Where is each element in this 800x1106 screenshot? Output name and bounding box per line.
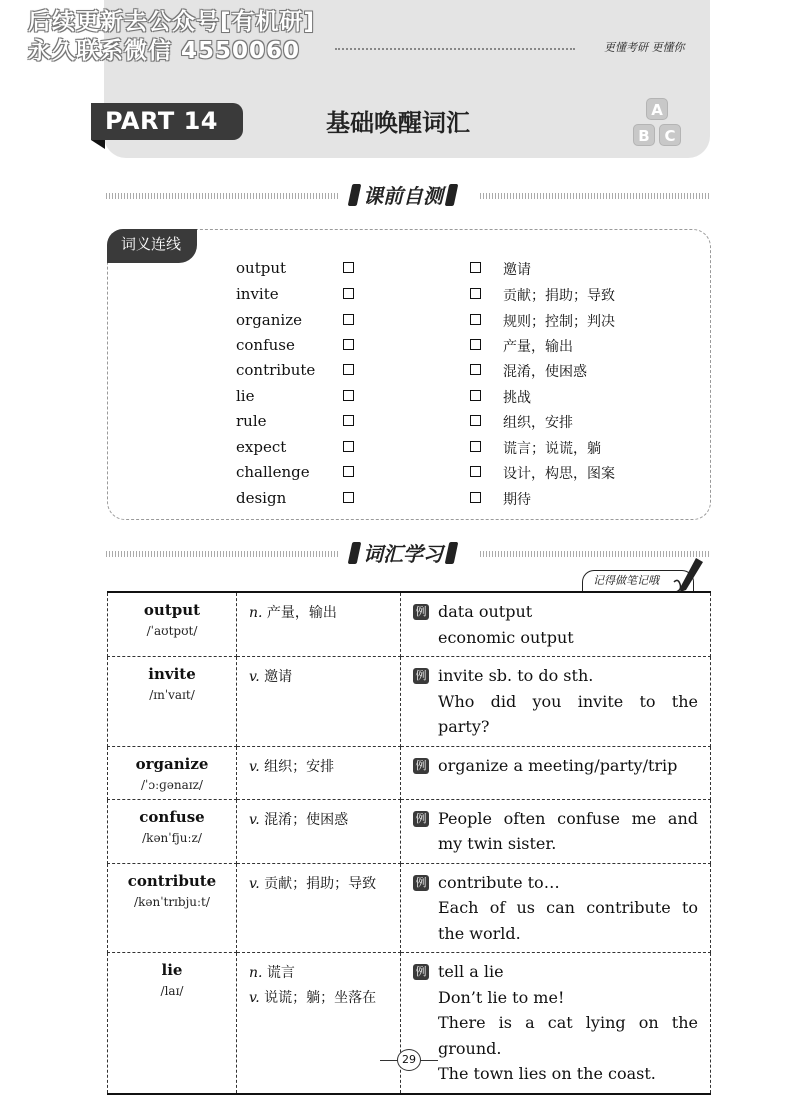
meaning-text: 产量，输出 (266, 605, 337, 621)
heading-stripe-right (480, 193, 710, 199)
part-label: PART 14 (91, 103, 243, 140)
abc-icon-b: B (633, 124, 655, 146)
word-cell (108, 746, 237, 799)
match-checkbox-right[interactable] (470, 390, 481, 401)
example-cell (401, 657, 711, 747)
example-badge-icon: 例 (413, 758, 429, 774)
match-checkbox-left[interactable] (343, 441, 354, 452)
match-checkbox-left[interactable] (343, 314, 354, 325)
word-cell (108, 799, 237, 863)
example-sentence: economic output (438, 627, 574, 647)
meaning-cell (237, 953, 401, 1094)
headword: organize (135, 754, 209, 773)
example-badge-icon: 例 (413, 668, 429, 684)
match-checkbox-left[interactable] (343, 339, 354, 350)
example-cell (401, 746, 711, 799)
vocabulary-table (107, 591, 711, 1095)
phonetic: /kənˈtrɪbjuːt/ (134, 894, 210, 909)
section-heading-study (106, 539, 710, 569)
part-of-speech: v. (249, 990, 260, 1006)
headword: lie (161, 961, 183, 979)
phonetic: /ˈaʊtpʊt/ (146, 624, 198, 638)
match-checkbox-right[interactable] (470, 314, 481, 325)
match-word: confuse (236, 336, 295, 354)
meaning-line (249, 665, 400, 690)
meaning-cell (237, 863, 401, 953)
match-checkbox-left[interactable] (343, 288, 354, 299)
meaning-line (249, 872, 400, 897)
example-sentence: invite sb. to do sth. (438, 666, 594, 685)
word-cell (108, 863, 237, 953)
example-cell (401, 592, 711, 657)
part-of-speech: v. (249, 811, 260, 828)
table-row (108, 953, 711, 1094)
meaning-text: 贡献；捐助；导致 (264, 875, 377, 892)
match-meaning: 期待 (503, 492, 531, 508)
page-title: 基础唤醒词汇 (326, 109, 470, 137)
phonetic: /ɪnˈvaɪt/ (149, 688, 195, 702)
match-word: rule (236, 412, 267, 430)
heading-stripe-left (106, 193, 338, 199)
example-cell (401, 953, 711, 1094)
match-meaning: 挑战 (503, 390, 531, 406)
meaning-line (249, 986, 400, 1011)
matching-exercise-box (107, 229, 711, 520)
match-meaning: 规则；控制；判决 (503, 314, 615, 330)
part-of-speech: v. (249, 875, 260, 892)
note-reminder-tag: 记得做笔记哦 (582, 570, 694, 592)
headword: invite (148, 665, 196, 683)
table-row (108, 746, 711, 799)
table-row (108, 657, 711, 747)
match-meaning: 混淆，使困惑 (503, 364, 587, 380)
example-sentence: Who did you invite to the party? (438, 691, 698, 736)
meaning-text: 组织；安排 (264, 758, 335, 775)
meaning-text: 邀请 (264, 669, 293, 685)
match-checkbox-right[interactable] (470, 415, 481, 426)
example-sentence: organize a meeting/party/trip (438, 755, 678, 775)
match-checkbox-right[interactable] (470, 262, 481, 273)
meaning-line (249, 961, 400, 986)
headword: confuse (139, 807, 205, 826)
match-checkbox-left[interactable] (343, 262, 354, 273)
table-row (108, 592, 711, 657)
example-sentence: Each of us can contribute to the world. (438, 898, 698, 943)
example-sentence: data output (438, 602, 533, 621)
example-badge-icon: 例 (413, 811, 429, 827)
part-of-speech: n. (249, 965, 263, 981)
match-meaning: 组织，安排 (503, 415, 573, 431)
part-of-speech: v. (249, 758, 260, 775)
phonetic: /ˈɔːɡənaɪz/ (141, 777, 203, 792)
word-cell (108, 592, 237, 657)
abc-icon-c: C (659, 124, 681, 146)
match-word: design (236, 489, 287, 507)
matching-tab-label: 词义连线 (107, 229, 197, 263)
example-sentence: Don’t lie to me! (438, 987, 565, 1007)
match-word: invite (236, 285, 279, 303)
match-checkbox-right[interactable] (470, 466, 481, 477)
match-checkbox-right[interactable] (470, 364, 481, 375)
table-row (108, 799, 711, 863)
match-checkbox-left[interactable] (343, 492, 354, 503)
example-sentence: The town lies on the coast. (438, 1064, 656, 1083)
meaning-cell (237, 746, 401, 799)
meaning-line (249, 601, 400, 626)
match-checkbox-right[interactable] (470, 339, 481, 350)
pen-icon (672, 556, 706, 596)
page-number: 29 (397, 1049, 421, 1071)
phonetic: /laɪ/ (160, 984, 184, 998)
example-badge-icon: 例 (413, 604, 429, 620)
watermark-line-1: 后续更新去公众号[有机研] (28, 9, 316, 35)
match-checkbox-left[interactable] (343, 390, 354, 401)
header-dotted-rule (335, 48, 575, 50)
headword: contribute (127, 871, 217, 890)
match-checkbox-right[interactable] (470, 441, 481, 452)
match-word: organize (236, 311, 302, 329)
heading-text: 词汇学习 (346, 539, 460, 569)
match-word: challenge (236, 463, 310, 481)
meaning-text: 谎言 (266, 965, 295, 981)
example-sentence: tell a lie (438, 962, 504, 981)
example-cell (401, 799, 711, 863)
watermark (28, 8, 315, 66)
match-word: contribute (236, 361, 316, 379)
example-sentence: contribute to… (438, 872, 560, 892)
match-word: lie (236, 387, 255, 405)
match-checkbox-right[interactable] (470, 492, 481, 503)
example-badge-icon: 例 (413, 964, 429, 980)
match-checkbox-right[interactable] (470, 288, 481, 299)
example-sentence: People often confuse me and my twin sister. (438, 808, 698, 853)
part-of-speech: v. (249, 669, 260, 685)
headword: output (143, 601, 201, 619)
section-heading-pretest (106, 181, 710, 211)
phonetic: /kənˈfjuːz/ (142, 830, 202, 845)
example-badge-icon: 例 (413, 875, 429, 891)
header-slogan: 更懂考研 更懂你 (604, 41, 685, 54)
heading-stripe-left (106, 551, 338, 557)
abc-icon-a: A (646, 98, 668, 120)
part-of-speech: n. (249, 605, 263, 621)
match-meaning: 邀请 (503, 262, 531, 278)
match-checkbox-left[interactable] (343, 415, 354, 426)
word-cell (108, 657, 237, 747)
match-word: expect (236, 438, 287, 456)
match-word: output (236, 259, 287, 277)
meaning-cell (237, 657, 401, 747)
match-checkbox-left[interactable] (343, 364, 354, 375)
example-sentence: There is a cat lying on the ground. (438, 1013, 698, 1058)
match-meaning: 产量，输出 (503, 339, 573, 355)
match-meaning: 贡献；捐助；导致 (503, 288, 615, 304)
meaning-text: 混淆；使困惑 (264, 811, 349, 828)
word-cell (108, 953, 237, 1094)
meaning-cell (237, 799, 401, 863)
meaning-cell (237, 592, 401, 657)
example-cell (401, 863, 711, 953)
heading-text: 课前自测 (346, 181, 460, 211)
match-meaning: 设计，构思，图案 (503, 466, 615, 482)
watermark-line-2: 永久联系微信 4550060 (28, 38, 301, 64)
meaning-line (249, 808, 400, 833)
match-meaning: 谎言；说谎，躺 (503, 441, 601, 457)
meaning-line (249, 755, 400, 780)
meaning-text: 说谎；躺；坐落在 (264, 990, 377, 1006)
match-checkbox-left[interactable] (343, 466, 354, 477)
table-row (108, 863, 711, 953)
part-tab-fold (91, 140, 105, 149)
